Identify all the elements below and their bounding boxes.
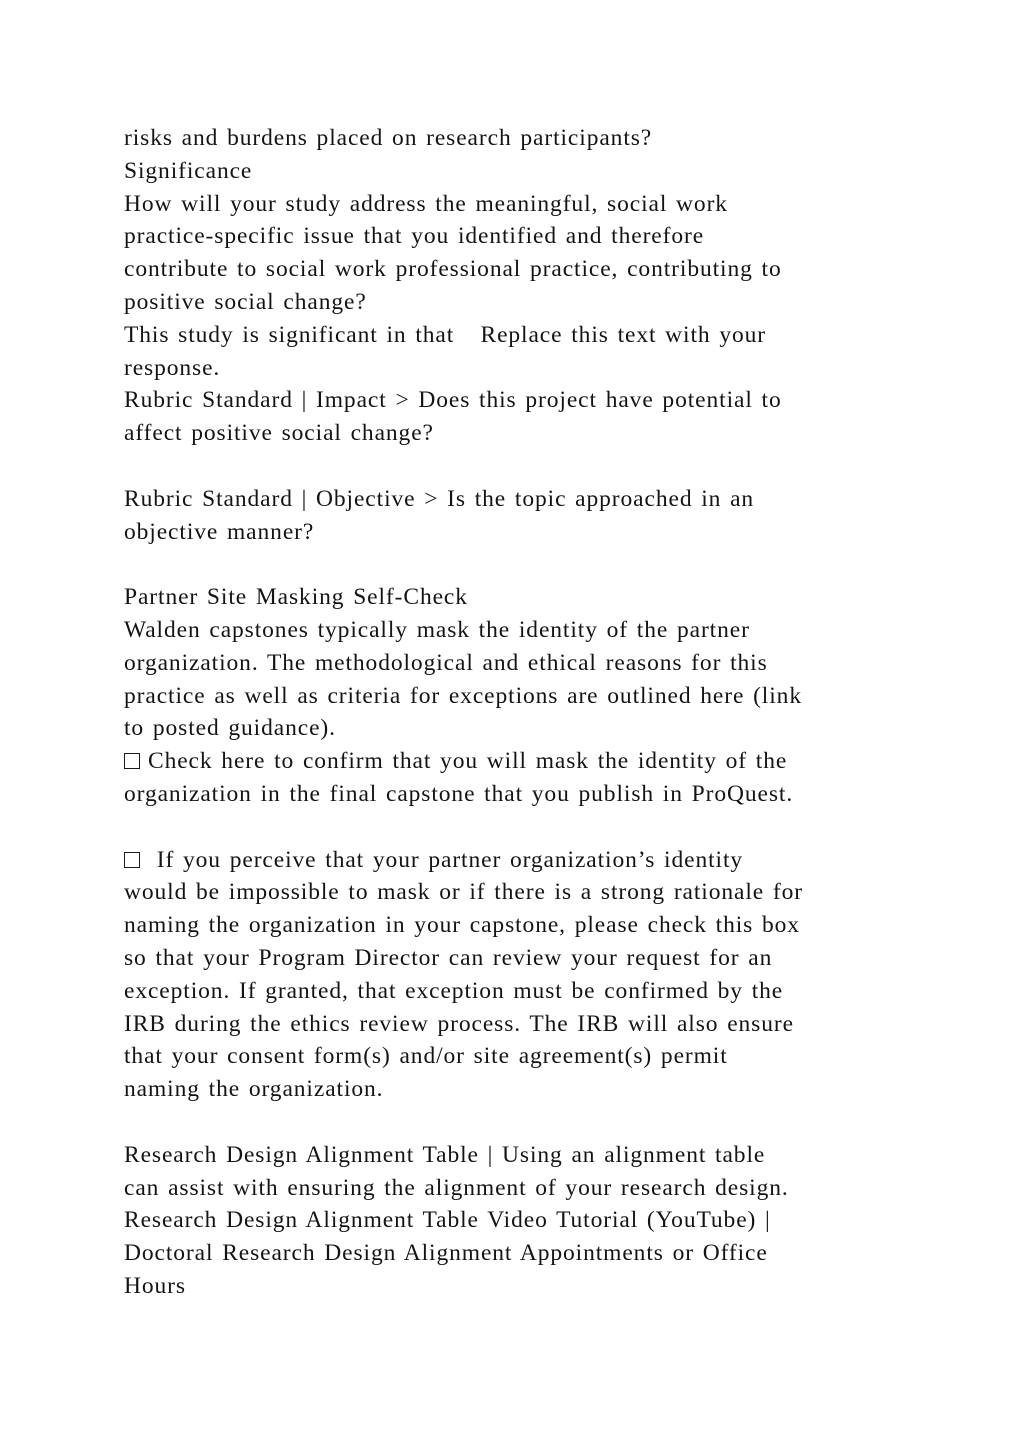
mask-confirm-label: Check here to confirm that you will mask the identity of the [148, 748, 788, 775]
text-line: How will your study address the meaningful, social work [124, 190, 728, 217]
appointments-line: Doctoral Research Design Alignment Appointments or Office [124, 1240, 768, 1267]
exception-checkbox[interactable] [124, 852, 140, 868]
blank-line [124, 811, 914, 844]
text-line: organization. The methodological and ethical reasons for this [124, 649, 768, 676]
exception-option[interactable] [124, 844, 914, 877]
text-line: to posted guidance). [124, 715, 336, 742]
rubric-impact-line: Rubric Standard | Impact > Does this project have potential to [124, 387, 782, 414]
text-line: practice-specific issue that you identified and therefore [124, 223, 705, 250]
response-line: This study is significant in that Replace this text with your [124, 321, 767, 348]
text-line: IRB during the ethics review process. The IRB will also ensure [124, 1010, 794, 1037]
text-line: so that your Program Director can review your request for an [124, 944, 773, 971]
text-line: exception. If granted, that exception must be confirmed by the [124, 977, 784, 1004]
text-line: would be impossible to mask or if there is a strong rationale for [124, 879, 804, 906]
text-line: positive social change? [124, 288, 367, 315]
text-line: contribute to social work professional practice, contributing to [124, 256, 782, 283]
text-line: practice as well as criteria for exceptions are outlined here (link [124, 682, 802, 709]
blank-line [124, 1106, 914, 1139]
video-tutorial-line: Research Design Alignment Table Video Tutorial (YouTube) | [124, 1207, 771, 1234]
text-line: affect positive social change? [124, 420, 434, 447]
text-line: risks and burdens placed on research participants? [124, 125, 653, 151]
text-line: naming the organization in your capstone, please check this box [124, 912, 800, 939]
text-line: Hours [124, 1272, 186, 1299]
blank-line [124, 450, 914, 483]
mask-confirm-checkbox[interactable] [124, 753, 140, 769]
text-line: Walden capstones typically mask the identity of the partner [124, 616, 750, 643]
text-line: organization in the final capstone that you publish in ProQuest. [124, 780, 794, 807]
alignment-table-line: Research Design Alignment Table | Using an alignment table [124, 1141, 766, 1168]
blank-line [124, 548, 914, 581]
text-line: response. [124, 354, 221, 381]
document-page [124, 122, 914, 1303]
text-line: objective manner? [124, 518, 315, 545]
mask-confirm-option[interactable] [124, 745, 914, 778]
exception-label: If you perceive that your partner organization’s identity [148, 846, 744, 873]
section-heading-masking: Partner Site Masking Self-Check [124, 584, 468, 611]
text-line: can assist with ensuring the alignment of your research design. [124, 1174, 789, 1201]
section-heading-significance: Significance [124, 157, 253, 184]
text-line: naming the organization. [124, 1076, 384, 1103]
text-line: that your consent form(s) and/or site agreement(s) permit [124, 1043, 728, 1070]
rubric-objective-line: Rubric Standard | Objective > Is the topic approached in an [124, 485, 755, 512]
